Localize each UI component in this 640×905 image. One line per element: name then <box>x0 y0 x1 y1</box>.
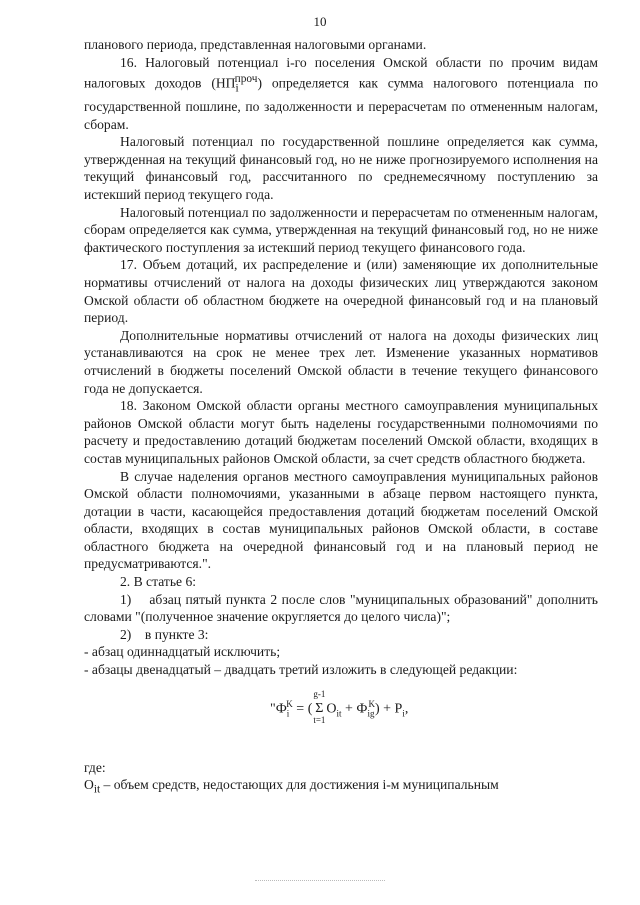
footer-divider <box>255 880 385 881</box>
list-item: - абзацы двенадцатый – двадцать третий изложить в следующей редакции: <box>84 662 518 678</box>
list-item: 2) в пункте 3: <box>120 626 209 642</box>
paragraph-16: 16. Налоговый потенциал i-го поселения Омской области по прочим видам налоговых доходов $(НП_i^{проч})$ определяется как сумма налогового потенциала по государственной пошлине, по задолженности и перерасчетам по отмененным налогам, сборам. <box>84 54 599 132</box>
paragraph: где: <box>84 759 106 775</box>
paragraph: Дополнительные нормативы отчислений от налога на доходы физических лиц устанавливаются на срок не менее трех лет. Изменение указанных нормативов отчислений в бюджеты поселений Омской области в течение текущего финансового года не допускается. <box>84 327 598 396</box>
paragraph: Налоговый потенциал по задолженности и перерасчетам по отмененным налогам, сборам определяется как сумма, утвержденная на текущий финансовый год, но не ниже фактического поступления за истекший период текущего финансового года. <box>84 204 598 255</box>
paragraph: $O_{it}$ – объем средств, недостающих для достижения i-м муниципальным <box>84 777 499 796</box>
page-number: 10 <box>313 14 327 29</box>
list-item: - абзац одиннадцатый исключить; <box>84 644 281 660</box>
paragraph: В случае наделения органов местного самоуправления муниципальных районов Омской области полномочиями, указанными в абзаце первом настоящего пункта, дотации в части, касающейся предоставления дотаций бюджетам поселений Омской области, входящих в состав муниципальных районов Омской области, в составе областного бюджета на очередной финансовый год и на плановый период не предусматриваются.". <box>84 468 598 572</box>
document-body <box>84 36 602 800</box>
paragraph: планового периода, представленная налоговыми органами. <box>84 37 427 52</box>
paragraph-18: 18. Законом Омской области органы местного самоуправления муниципальных районов Омской области могут быть наделены государственными полномочиями по расчету и предоставлению дотаций бюджетам поселений Омской области, входящих в состав муниципальных районов Омской области, за счет средств областного бюджета. <box>84 398 598 466</box>
list-item: 1) абзац пятый пункта 2 после слов "муниципальных образований" дополнить словами "(полученное значение округляется до целого числа)"; <box>84 591 602 625</box>
paragraph-17: 17. Объем дотаций, их распределение и (или) заменяющие их дополнительные нормативы отчислений от налога на доходы физических лиц утверждаются законом Омской области об областном бюджете на очередной финансовый год и на плановый период. <box>84 257 598 326</box>
formula: "$Ф_i^K$ = ( g-1 Σ t=1 $O_{it} + Ф_{ig}^K) + P_i$, <box>270 689 409 726</box>
list-item: 2. В статье 6: <box>120 574 197 590</box>
paragraph: Налоговый потенциал по государственной пошлине определяется как сумма, утвержденная на текущий финансовый год, но не ниже прогнозируемого исполнения на текущий финансовый год, рассчитанного по среднемесячному поступлению за истекший период текущего года. <box>84 134 598 202</box>
sum-symbol: g-1 Σ t=1 <box>313 689 326 726</box>
